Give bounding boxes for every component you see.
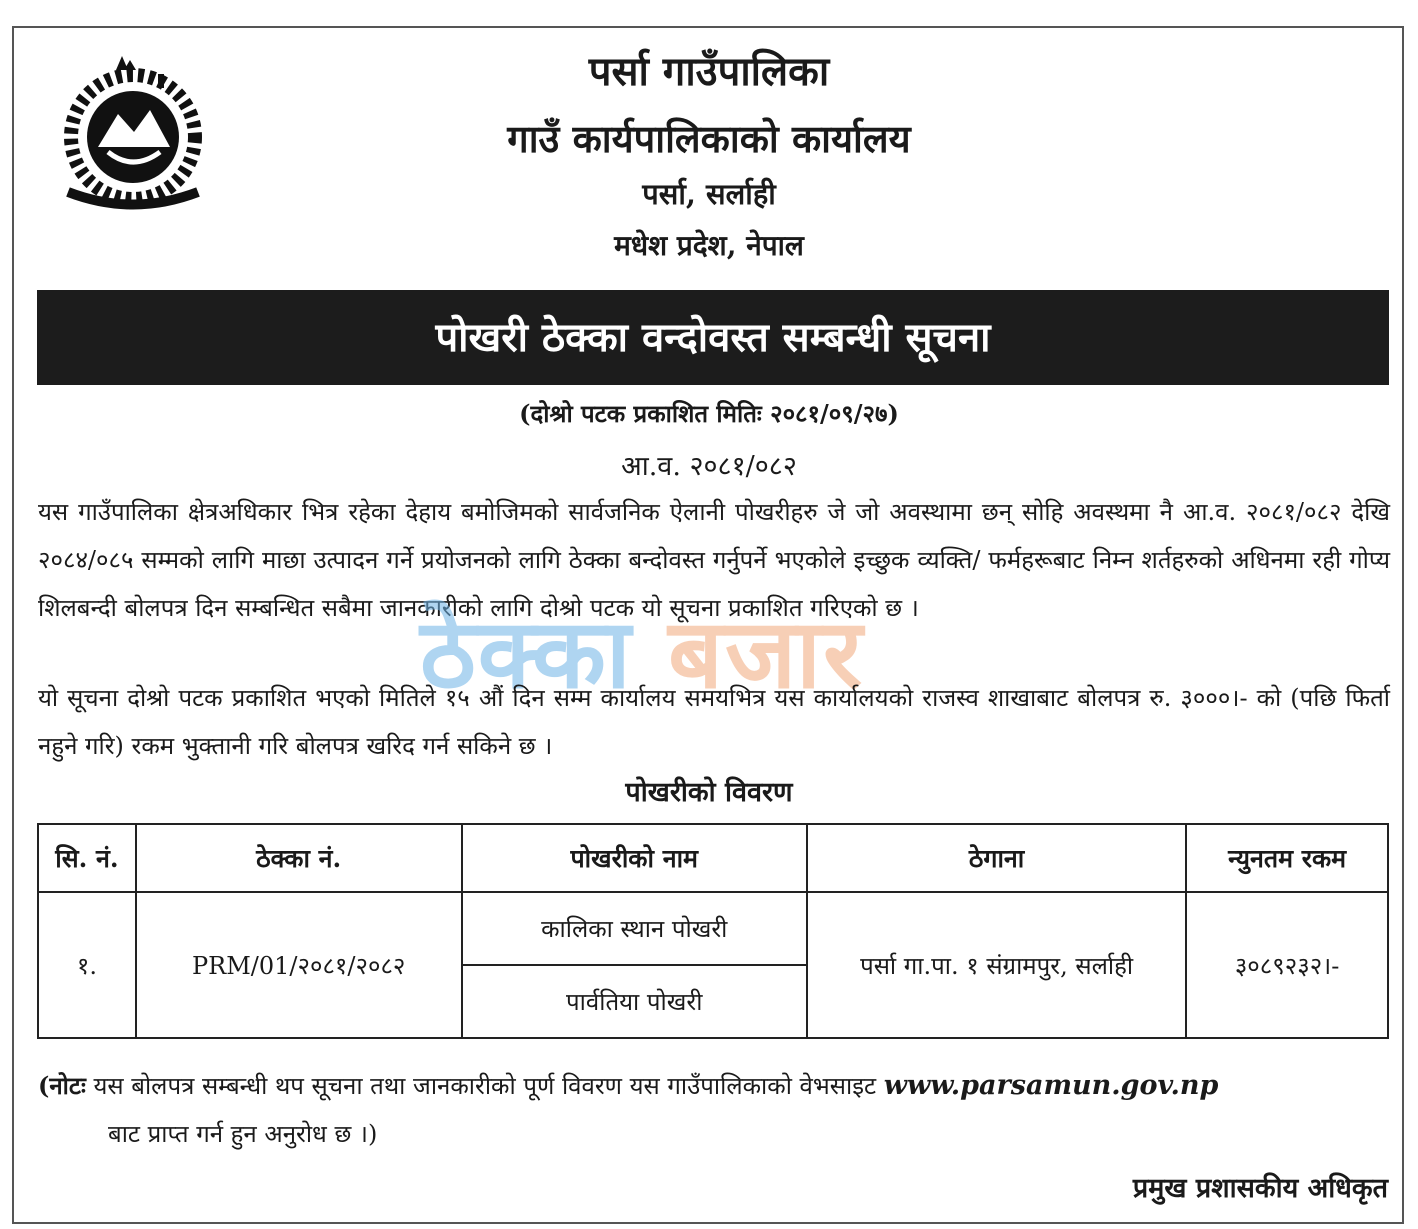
- note-text-continued: बाट प्राप्त गर्न हुन अनुरोध छ ।): [108, 1120, 378, 1148]
- notice-paragraph-1: यस गाउँपालिका क्षेत्रअधिकार भित्र रहेका देहाय बमोजिमको सार्वजनिक ऐलानी पोखरीहरु जे जो अवस्थामा छन् सोहि अवस्थमा नै आ.व. २०८१/०८२ देखि २०८४/०८५ सम्मको लागि माछा उत्पादन गर्ने प्रयोजनको लागि ठेक्का बन्दोवस्त गर्नुपर्ने भएकोले इच्छुक व्यक्ति/ फर्महरूबाट निम्न शर्तहरुको अधिनमा रही गोप्य शिलबन्दी बोलपत्र दिन सम्बन्धित सबैमा जानकारीको लागि दोश्रो पटक यो सूचना प्रकाशित गरिएको छ ।: [38, 498, 1390, 622]
- pond-details-table: [37, 823, 1389, 1039]
- col-header-sn: सि. नं.: [38, 824, 136, 892]
- cell-pond-name-1: कालिका स्थान पोखरी: [462, 892, 807, 965]
- office-name: गाउँ कार्यपालिकाको कार्यालय: [507, 116, 911, 161]
- province-country: मधेश प्रदेश, नेपाल: [614, 229, 804, 262]
- col-header-contract-no: ठेक्का नं.: [136, 824, 462, 892]
- fiscal-year: आ.व. २०८१/०८२: [621, 451, 797, 482]
- office-location: पर्सा, सर्लाही: [642, 177, 776, 211]
- col-header-pond-name: पोखरीको नाम: [462, 824, 807, 892]
- cell-pond-name-2: पार्वतिया पोखरी: [462, 965, 807, 1038]
- col-header-min-amount: न्युनतम रकम: [1186, 824, 1388, 892]
- notice-title-banner: पोखरी ठेक्का वन्दोवस्त सम्बन्धी सूचना: [37, 290, 1389, 385]
- note-section: [38, 1062, 1390, 1158]
- table-title: पोखरीको विवरण: [625, 777, 793, 808]
- table-header-row: [38, 824, 1388, 892]
- watermark-part-2: बजार: [668, 598, 865, 710]
- notice-paragraph-2: यो सूचना दोश्रो पटक प्रकाशित भएको मितिले १५ औं दिन सम्म कार्यालय समयभित्र यस कार्यालयको राजस्व शाखाबाट बोलपत्र रु. ३०००।- को (पछि फिर्ता नहुने गरि) रकम भुक्तानी गरि बोलपत्र खरिद गर्न सकिने छ ।: [38, 684, 1390, 760]
- cell-address: पर्सा गा.पा. १ संग्रामपुर, सर्लाही: [807, 892, 1186, 1038]
- signatory-title: प्रमुख प्रशासकीय अधिकृत: [1132, 1173, 1388, 1204]
- website-link[interactable]: www.parsamun.gov.np: [883, 1070, 1219, 1101]
- cell-contract-no: PRM/01/२०८१/२०८२: [136, 892, 462, 1038]
- note-text: यस बोलपत्र सम्बन्धी थप सूचना तथा जानकारीको पूर्ण विवरण यस गाउँपालिकाको वेभसाइट: [93, 1072, 877, 1100]
- publish-date: (दोश्रो पटक प्रकाशित मितिः २०८१/०९/२७): [519, 399, 899, 428]
- watermark-part-1: ठेक्का: [420, 598, 633, 710]
- municipality-name: पर्सा गाउँपालिका: [588, 48, 830, 95]
- cell-sn: १.: [38, 892, 136, 1038]
- table-row: [38, 892, 1388, 965]
- col-header-address: ठेगाना: [807, 824, 1186, 892]
- cell-min-amount: ३०८९२३२।-: [1186, 892, 1388, 1038]
- note-label: (नोटः: [38, 1071, 86, 1100]
